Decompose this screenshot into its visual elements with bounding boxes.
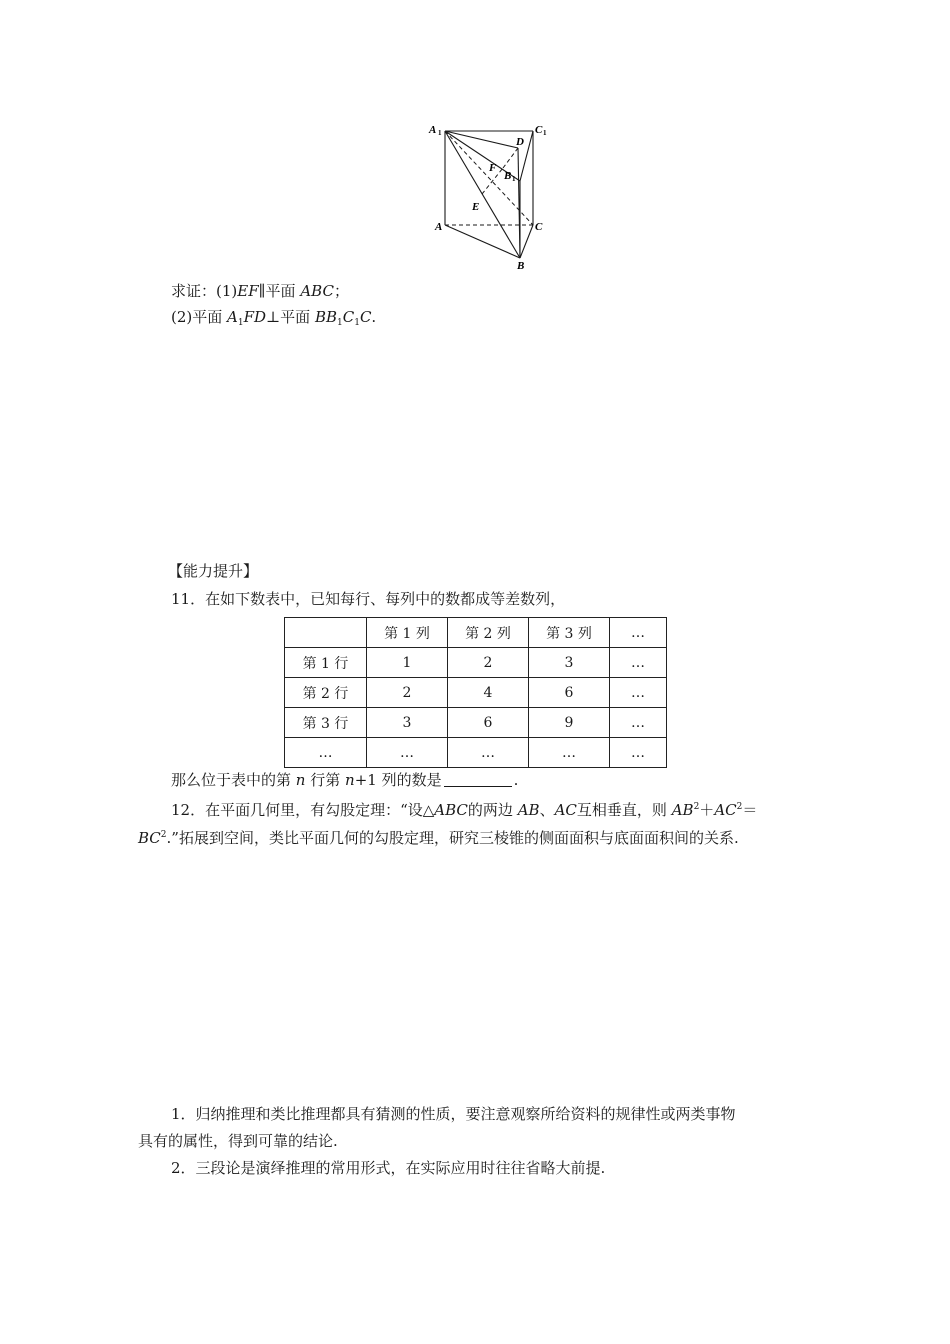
table-cell: 9 (529, 708, 610, 738)
table-cell: 6 (448, 708, 529, 738)
prism-figure (425, 118, 555, 278)
table-cell: … (448, 738, 529, 768)
table-row (285, 738, 667, 768)
table-cell: … (610, 648, 667, 678)
table-header-row (285, 618, 667, 648)
label-f: F (489, 162, 497, 174)
prove-part1: 求证：(1)EF∥平面 ABC； (171, 282, 349, 300)
section-title: 【能力提升】 (168, 562, 259, 580)
table-cell: … (285, 738, 367, 768)
dashed-f-d (503, 148, 518, 168)
table-cell: … (367, 738, 448, 768)
table-cell: 4 (448, 678, 529, 708)
table-cell: 第 2 列 (448, 618, 529, 648)
table-cell: … (610, 678, 667, 708)
prove-part2: (2)平面 $A_1FD\perp$平面 $BB_1C_1C$. (171, 308, 377, 328)
table-cell: … (610, 708, 667, 738)
answer-blank[interactable] (444, 772, 512, 787)
label-c: C (535, 221, 543, 233)
note-1-line1: 1．归纳推理和类比推理都具有猜测的性质，要注意观察所给资料的规律性或两类事物 (171, 1105, 736, 1123)
table-row (285, 708, 667, 738)
q11-question: 那么位于表中的第 n 行第 n+1 列的数是 . (171, 771, 519, 789)
edge-b-c (520, 225, 533, 258)
q11-intro: 11．在如下数表中，已知每行、每列中的数都成等差数列， (171, 590, 566, 608)
table-cell: 第 3 列 (529, 618, 610, 648)
edge-a1-b (445, 131, 520, 258)
label-b: B (517, 260, 525, 272)
table-cell: 3 (367, 708, 448, 738)
table-cell: 第 2 行 (285, 678, 367, 708)
number-table (284, 617, 667, 768)
table-cell: 2 (367, 678, 448, 708)
label-c1-sub: 1 (543, 129, 547, 137)
table-cell: 6 (529, 678, 610, 708)
table-cell: 第 1 行 (285, 648, 367, 678)
edge-a-b (445, 225, 520, 258)
label-b1: B (504, 170, 512, 182)
label-b1-sub: 1 (512, 175, 516, 183)
label-a1-sub: 1 (438, 129, 442, 137)
table-row (285, 648, 667, 678)
q12-line1: 12．在平面几何里，有勾股定理：“设△ABC的两边 AB、AC互相垂直，则 $AB^2+AC^2=$ (171, 801, 758, 819)
edge-a1-d (445, 131, 518, 148)
table-cell: 3 (529, 648, 610, 678)
table-cell: … (610, 738, 667, 768)
q12-line2: $BC^2$.”拓展到空间，类比平面几何的勾股定理，研究三棱锥的侧面面积与底面面积间的关系. (138, 829, 739, 847)
table-cell: … (610, 618, 667, 648)
table-cell: … (529, 738, 610, 768)
table-cell: 第 1 列 (367, 618, 448, 648)
label-c1: C (535, 124, 543, 136)
table-cell: 2 (448, 648, 529, 678)
note-2: 2．三段论是演绎推理的常用形式，在实际应用时往往省略大前提. (171, 1159, 606, 1177)
note-1-line2: 具有的属性，得到可靠的结论. (138, 1132, 338, 1150)
label-a1: A (429, 124, 437, 136)
label-d: D (516, 136, 524, 148)
label-a: A (435, 221, 443, 233)
table-cell: 第 3 行 (285, 708, 367, 738)
table-cell: 1 (367, 648, 448, 678)
table-row (285, 678, 667, 708)
table-cell (285, 618, 367, 648)
label-e: E (472, 201, 480, 213)
